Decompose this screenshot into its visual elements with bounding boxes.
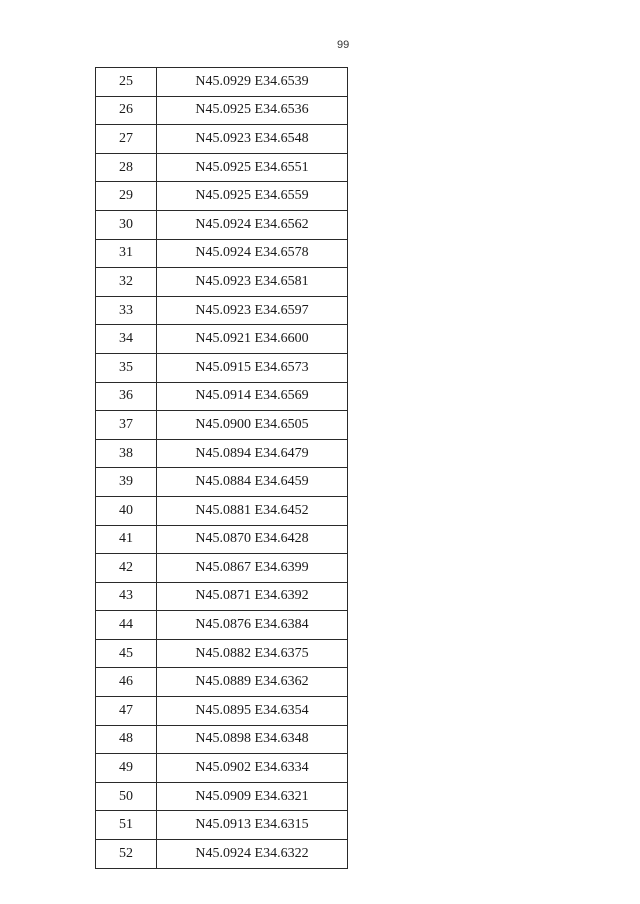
table-row (96, 668, 348, 697)
coordinate-cell: N45.0898 E34.6348 (157, 725, 348, 754)
point-number-cell: 30 (96, 210, 157, 239)
point-number-cell: 34 (96, 325, 157, 354)
coordinate-cell: N45.0924 E34.6322 (157, 840, 348, 869)
coordinates-table (95, 67, 348, 869)
coordinate-cell: N45.0913 E34.6315 (157, 811, 348, 840)
table-row (96, 582, 348, 611)
coordinate-cell: N45.0871 E34.6392 (157, 582, 348, 611)
point-number-cell: 25 (96, 68, 157, 97)
table-row (96, 325, 348, 354)
coordinate-cell: N45.0889 E34.6362 (157, 668, 348, 697)
point-number-cell: 35 (96, 353, 157, 382)
point-number-cell: 45 (96, 639, 157, 668)
point-number-cell: 40 (96, 496, 157, 525)
point-number-cell: 33 (96, 296, 157, 325)
table-row (96, 411, 348, 440)
point-number-cell: 48 (96, 725, 157, 754)
table-row (96, 96, 348, 125)
point-number-cell: 32 (96, 268, 157, 297)
table-row (96, 811, 348, 840)
point-number-cell: 43 (96, 582, 157, 611)
table-row (96, 296, 348, 325)
point-number-cell: 27 (96, 125, 157, 154)
table-row (96, 439, 348, 468)
point-number-cell: 41 (96, 525, 157, 554)
table-row (96, 468, 348, 497)
table-row (96, 725, 348, 754)
point-number-cell: 44 (96, 611, 157, 640)
table-row (96, 382, 348, 411)
coordinate-cell: N45.0923 E34.6548 (157, 125, 348, 154)
point-number-cell: 38 (96, 439, 157, 468)
point-number-cell: 42 (96, 554, 157, 583)
table-row (96, 268, 348, 297)
table-row (96, 840, 348, 869)
point-number-cell: 26 (96, 96, 157, 125)
coordinate-cell: N45.0923 E34.6597 (157, 296, 348, 325)
coordinate-cell: N45.0909 E34.6321 (157, 782, 348, 811)
coordinate-cell: N45.0894 E34.6479 (157, 439, 348, 468)
coordinate-cell: N45.0895 E34.6354 (157, 697, 348, 726)
coordinate-cell: N45.0900 E34.6505 (157, 411, 348, 440)
point-number-cell: 36 (96, 382, 157, 411)
table-row (96, 754, 348, 783)
coordinate-cell: N45.0929 E34.6539 (157, 68, 348, 97)
coordinate-cell: N45.0876 E34.6384 (157, 611, 348, 640)
page-number: 99 (337, 39, 350, 51)
table-row (96, 182, 348, 211)
coordinate-cell: N45.0882 E34.6375 (157, 639, 348, 668)
coordinate-cell: N45.0925 E34.6551 (157, 153, 348, 182)
point-number-cell: 49 (96, 754, 157, 783)
coordinate-cell: N45.0870 E34.6428 (157, 525, 348, 554)
point-number-cell: 51 (96, 811, 157, 840)
table-row (96, 153, 348, 182)
coordinate-cell: N45.0884 E34.6459 (157, 468, 348, 497)
coordinate-cell: N45.0902 E34.6334 (157, 754, 348, 783)
coordinate-cell: N45.0921 E34.6600 (157, 325, 348, 354)
table-row (96, 611, 348, 640)
point-number-cell: 29 (96, 182, 157, 211)
coordinate-cell: N45.0925 E34.6536 (157, 96, 348, 125)
point-number-cell: 28 (96, 153, 157, 182)
coordinate-cell: N45.0925 E34.6559 (157, 182, 348, 211)
table-row (96, 125, 348, 154)
table-row (96, 697, 348, 726)
table-row (96, 782, 348, 811)
coordinate-cell: N45.0881 E34.6452 (157, 496, 348, 525)
table-row (96, 210, 348, 239)
coordinate-cell: N45.0915 E34.6573 (157, 353, 348, 382)
point-number-cell: 52 (96, 840, 157, 869)
table-row (96, 353, 348, 382)
coordinate-cell: N45.0914 E34.6569 (157, 382, 348, 411)
table-row (96, 525, 348, 554)
coordinate-cell: N45.0924 E34.6562 (157, 210, 348, 239)
point-number-cell: 37 (96, 411, 157, 440)
coordinate-cell: N45.0923 E34.6581 (157, 268, 348, 297)
coordinates-table-body (96, 68, 348, 869)
point-number-cell: 47 (96, 697, 157, 726)
table-row (96, 554, 348, 583)
point-number-cell: 31 (96, 239, 157, 268)
table-row (96, 496, 348, 525)
point-number-cell: 50 (96, 782, 157, 811)
coordinate-cell: N45.0924 E34.6578 (157, 239, 348, 268)
coordinate-cell: N45.0867 E34.6399 (157, 554, 348, 583)
table-row (96, 68, 348, 97)
table-row (96, 639, 348, 668)
point-number-cell: 39 (96, 468, 157, 497)
point-number-cell: 46 (96, 668, 157, 697)
table-row (96, 239, 348, 268)
